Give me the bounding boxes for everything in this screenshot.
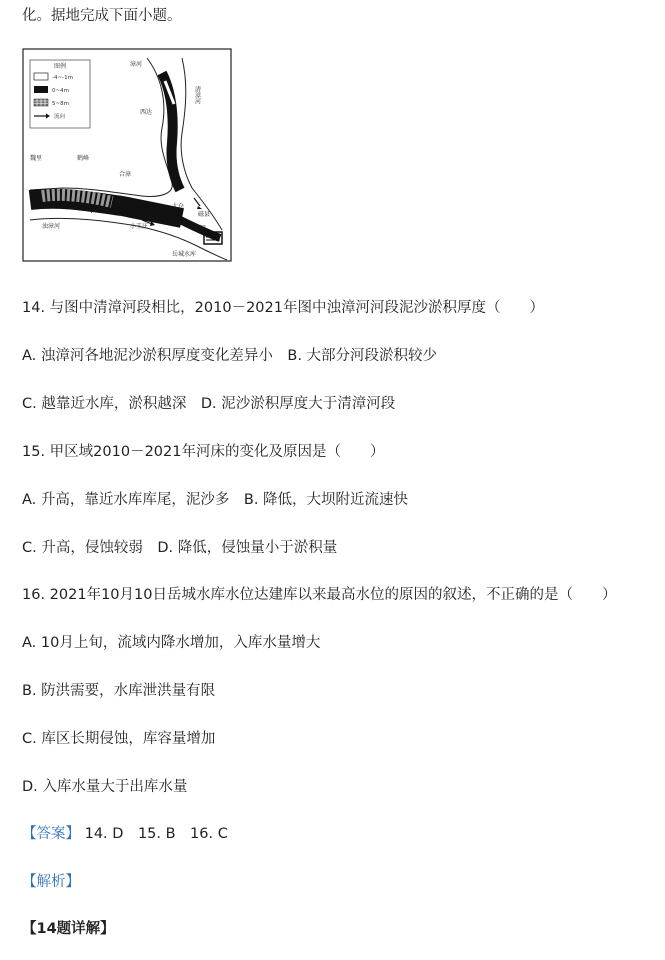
- label-jia: 甲: [200, 225, 207, 232]
- river-map-figure: [22, 48, 232, 262]
- answer-line: [22, 824, 228, 844]
- map-legend: [30, 60, 90, 128]
- question-15-options-ab: A. 升高，靠近水库库尾，泥沙多 B. 降低，大坝附近流速快: [22, 492, 409, 508]
- label-zhanghe: 漳河: [130, 61, 143, 68]
- question-15-options-cd: C. 升高，侵蚀较弱 D. 降低，侵蚀量小于淤积量: [22, 540, 338, 556]
- label-zhuozhang: 浊漳河: [42, 223, 61, 230]
- label-xiaowangzhuang: 小王庄: [130, 223, 149, 230]
- legend-label-4: 流向: [54, 114, 66, 120]
- label-taicang: 太仓: [172, 203, 185, 210]
- intro-line: 化。据地完成下面小题。: [22, 8, 182, 24]
- question-14-options-ab: A. 浊漳河各地泥沙淤积厚度变化差异小 B. 大部分河段淤积较少: [22, 348, 438, 364]
- question-16-option-d: D. 入库水量大于出库水量: [22, 779, 188, 795]
- legend-label-2: 0~4m: [52, 88, 69, 94]
- label-weili: 魏里: [30, 155, 43, 162]
- label-hezhang: 合漳: [119, 171, 132, 178]
- legend-title: 图例: [53, 63, 67, 70]
- label-cixian: 磁县: [198, 211, 211, 218]
- question-16-option-a: A. 10月上旬，流域内降水增加，入库水量增大: [22, 635, 321, 651]
- label-xida: 西达: [140, 109, 153, 116]
- question-16-stem: 16. 2021年10月10日岳城水库水位达建库以来最高水位的原因的叙述，不正确的是（ ）: [22, 587, 617, 603]
- label-yuecheng-reservoir: 岳城水库: [172, 251, 197, 258]
- label-qingzhang: 清漳河: [193, 86, 201, 104]
- question-16-option-c: C. 库区长期侵蚀，库容量增加: [22, 731, 216, 747]
- question-14-stem: 14. 与图中清漳河段相比，2010－2021年图中浊漳河河段泥沙淤积厚度（ ）: [22, 300, 544, 316]
- question-14-options-cd: C. 越靠近水库，淤积越深 D. 泥沙淤积厚度大于清漳河段: [22, 396, 396, 412]
- legend-label-1: -4~-1m: [52, 75, 73, 81]
- legend-swatch-dark: [34, 86, 48, 93]
- label-hefeng: 鹤峰: [77, 155, 90, 162]
- question-16-option-b: B. 防洪需要，水库泄洪量有限: [22, 683, 216, 699]
- answer-tag: 【答案】: [22, 826, 80, 842]
- analysis-tag: 【解析】: [22, 874, 80, 890]
- detail-tag: 【14题详解】: [22, 921, 115, 937]
- legend-label-3: 5~8m: [52, 101, 69, 107]
- legend-swatch-light: [34, 73, 48, 80]
- answer-text: 14. D 15. B 16. C: [84, 826, 228, 842]
- question-15-stem: 15. 甲区域2010－2021年河床的变化及原因是（ ）: [22, 444, 385, 460]
